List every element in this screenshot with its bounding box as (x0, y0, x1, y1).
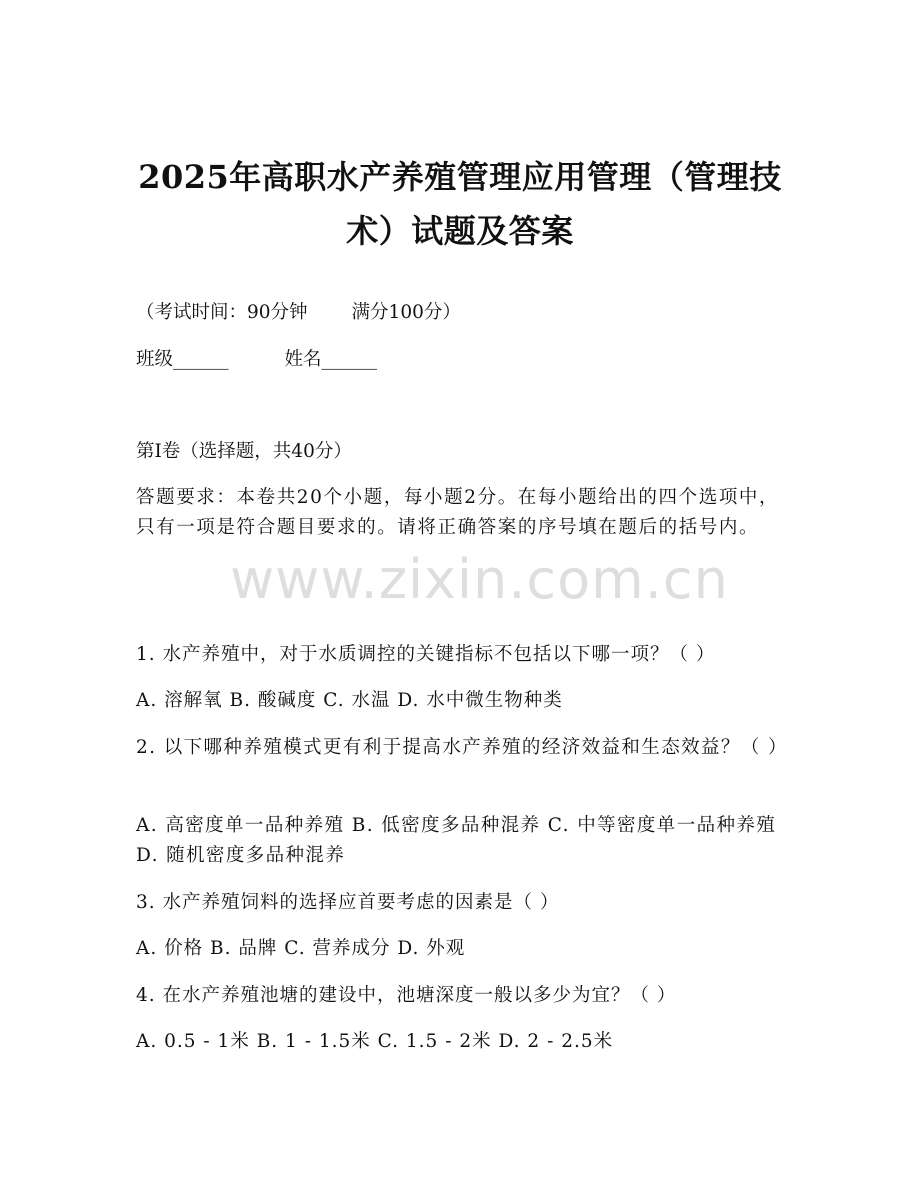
question-1-options: A. 溶解氧 B. 酸碱度 C. 水温 D. 水中微生物种类 (136, 690, 563, 711)
question-3-options: A. 价格 B. 品牌 C. 营养成分 D. 外观 (136, 938, 466, 959)
question-3-stem: 3. 水产养殖饲料的选择应首要考虑的因素是（ ） (136, 892, 560, 913)
title-line-2: 术）试题及答案 (346, 212, 574, 250)
question-2-stem: 2. 以下哪种养殖模式更有利于提高水产养殖的经济效益和生态效益？（ ） (136, 737, 788, 758)
full-score: 满分100分） (351, 302, 461, 323)
question-2-options: A. 高密度单一品种养殖 B. 低密度多品种混养 C. 中等密度单一品种养殖 D. 随机密度多品种混养 (136, 815, 777, 866)
name-field: 姓名______ (284, 349, 378, 370)
student-info (136, 345, 786, 375)
exam-time: （考试时间：90分钟 (136, 302, 308, 323)
watermark-text: www.zixin.com.cn (230, 548, 729, 611)
section-heading: 第I卷（选择题，共40分） (136, 441, 352, 462)
class-field: 班级______ (136, 349, 229, 370)
document-title (120, 150, 800, 258)
question-4-options: A. 0.5 - 1米 B. 1 - 1.5米 C. 1.5 - 2米 D. 2 - 2.5米 (136, 1031, 614, 1052)
question-1-stem: 1. 水产养殖中，对于水质调控的关键指标不包括以下哪一项？（ ） (136, 644, 716, 665)
exam-meta (136, 298, 786, 328)
instructions: 答题要求：本卷共20个小题，每小题2分。在每小题给出的四个选项中，只有一项是符合题目要求的。请将正确答案的序号填在题后的括号内。 (136, 487, 780, 538)
title-line-1: 2025年高职水产养殖管理应用管理（管理技 (138, 158, 782, 196)
question-4-stem: 4. 在水产养殖池塘的建设中，池塘深度一般以多少为宜？（ ） (136, 985, 677, 1006)
